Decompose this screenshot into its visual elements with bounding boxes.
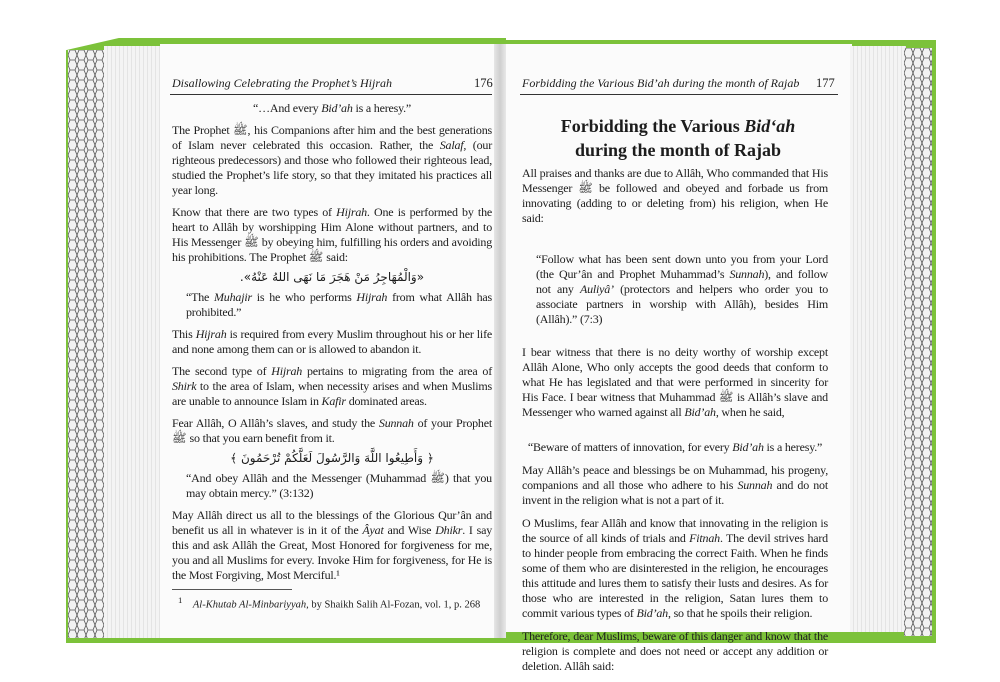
- text-run: , when he said,: [715, 405, 785, 419]
- chapter-title-line2: during the month of Rajab: [574, 140, 782, 160]
- text-run: “Beware of matters of innovation, for every: [527, 440, 733, 454]
- page-number-right: 177: [816, 76, 835, 90]
- text-run: The second type of: [172, 364, 272, 378]
- paragraph: [522, 516, 828, 621]
- arabic-text: [172, 269, 492, 286]
- text-run: of your Prophet ﷺ so that you earn benefit from it.: [172, 416, 492, 445]
- right-page-body: [522, 166, 828, 682]
- paragraph: [522, 166, 828, 226]
- paragraph: [172, 123, 492, 198]
- text-run: is a heresy.”: [763, 440, 823, 454]
- page-number-left: 176: [474, 76, 493, 90]
- chapter-title-line1: [520, 114, 836, 138]
- paragraph: [522, 463, 828, 508]
- footnote: [172, 594, 492, 612]
- text-run: is required from every Muslim throughout his or her life and none among them can or is allowed to abandon it.: [172, 327, 492, 356]
- block-quote: [172, 471, 492, 501]
- text-run: The Prophet ﷺ, his Companions after him and the best generations of Islam never celebrated this occasion. Rather, the: [172, 123, 492, 152]
- text-run: , so that he spoils their religion.: [667, 606, 813, 620]
- italic-term: Bid’ah: [321, 101, 353, 115]
- header-rule-right: [520, 94, 838, 95]
- italic-term: Hijrah: [356, 290, 388, 304]
- text-run: Fear Allâh, O Allâh’s slaves, and study the: [172, 416, 379, 430]
- text-run: is he who performs: [251, 290, 357, 304]
- text-run: «وَالْمُهَاجِرُ مَنْ هَجَرَ مَا نَهَى اللهُ عَنْهُ».: [239, 270, 425, 284]
- text-run: O Muslims, fear Allâh and know that innovating in the religion is the source of all kinds of trials and: [522, 516, 828, 545]
- running-header-left: Disallowing Celebrating the Prophet’s Hijrah: [172, 76, 393, 90]
- text-run: . One is performed by the heart to Allâh by worshipping Him Alone without partners, and to His Messenger ﷺ by obeying him, fulfilling his orders and avoiding his prohibitions. The Prophet ﷺ said:: [172, 205, 492, 264]
- paragraph: [172, 327, 492, 357]
- italic-term: Hijrah: [336, 205, 367, 219]
- text-run: This: [172, 327, 196, 341]
- footnote-text: [193, 600, 480, 611]
- paragraph: [172, 416, 492, 446]
- block-quote: [522, 440, 828, 455]
- text-run: Therefore, dear Muslims, beware of this danger and know that the religion is complete and does not need or accept any addition or deletion. Allâh said:: [522, 629, 828, 673]
- italic-term: Dhikr: [435, 523, 463, 537]
- italic-term: Bid’ah: [684, 405, 716, 419]
- text-run: and do not invent in the religion what is not a part of it.: [522, 478, 828, 507]
- paragraph: [172, 508, 492, 583]
- paragraph: [522, 629, 828, 674]
- text-run: “Follow what has been sent down unto you from your Lord (the Qur’ân and Prophet Muhammad’s: [536, 252, 828, 281]
- footnote-rule: [172, 589, 292, 590]
- text-run: to the area of Islam, when necessity arises and when Muslims are unable to announce Islam in: [172, 379, 492, 408]
- text-run: “And obey Allâh and the Messenger (Muhammad ﷺ) that you may obtain mercy.” (3:132): [186, 471, 492, 500]
- italic-term: Bid’ah: [732, 440, 764, 454]
- block-quote: [522, 252, 828, 327]
- italic-term: Fitnah: [689, 531, 720, 545]
- italic-term: Bid‘ah: [744, 116, 796, 136]
- text-run: All praises and thanks are due to Allâh, Who commanded that His Messenger ﷺ be followed and obeyed and forbade us from innovating (adding to or deleting from) his religion, when He said:: [522, 166, 828, 225]
- spine-gutter: [494, 44, 506, 638]
- italic-term: Al-Khutab Al-Minbariyyah,: [192, 599, 309, 611]
- text-run: pertains to migrating from the area of: [302, 364, 492, 378]
- italic-term: Bid’ah: [636, 606, 668, 620]
- italic-term: Auliyâ’: [579, 282, 614, 296]
- block-quote: [172, 290, 492, 320]
- text-run: I bear witness that there is no deity worthy of worship except Allâh Alone, Who only accepts the good deeds that conform to what He has legislated and that were performed in sincerity for His Face. I bear witness that Muhammad ﷺ is Allâh’s slave and Messenger who warned against all: [522, 345, 828, 419]
- running-header-right: Forbidding the Various Bid’ah during the month of Rajab: [522, 76, 800, 90]
- header-rule-left: [170, 94, 492, 95]
- text-run: is a heresy.”: [352, 101, 412, 115]
- text-run: Forbidding the Various: [560, 116, 745, 136]
- text-run: dominated areas.: [345, 394, 427, 408]
- italic-term: Shirk: [172, 379, 197, 393]
- italic-term: Sunnah: [737, 478, 773, 492]
- left-page-content: [172, 101, 492, 612]
- text-run: “The: [186, 290, 215, 304]
- left-page-body: [172, 101, 492, 583]
- text-run: by Shaikh Salih Al-Fozan, vol. 1, p. 268: [308, 599, 481, 611]
- text-run: (our righteous predecessors) and those who followed their righteous lead, studied the Prophet’s life story, so that they imitated his practices all year long.: [172, 138, 492, 197]
- text-run: Know that there are two types of: [172, 205, 337, 219]
- italic-term: Hijrah: [271, 364, 303, 378]
- page-edge-pattern-left: [68, 50, 104, 638]
- italic-term: Kafir: [321, 394, 346, 408]
- text-run: May Allâh direct us all to the blessings of the Glorious Qur’ân and benefit us all in whatever is in it of the: [172, 508, 492, 537]
- text-run: ), and follow not any: [536, 267, 828, 296]
- page-stack-left: [104, 46, 162, 638]
- italic-term: Muhajir: [214, 290, 252, 304]
- italic-term: Salaf,: [439, 138, 467, 152]
- italic-term: Sunnah: [378, 416, 414, 430]
- chapter-title: [520, 114, 836, 162]
- block-quote: [172, 101, 492, 116]
- text-run: May Allâh’s peace and blessings be on Muhammad, his progeny, companions and all those who adhere to his: [522, 463, 828, 492]
- text-run: and Wise: [383, 523, 436, 537]
- text-run: from what Allâh has prohibited.”: [186, 290, 492, 319]
- paragraph: [172, 205, 492, 265]
- text-run: “…And every: [252, 101, 322, 115]
- italic-term: Sunnah: [729, 267, 765, 281]
- italic-term: Hijrah: [195, 327, 227, 341]
- italic-term: Âyat: [362, 523, 384, 537]
- text-run: ﴿ وَأَطِيعُوا اللَّهَ وَالرَّسُولَ لَعَلَّكُمْ تُرْحَمُونَ ﴾: [230, 451, 434, 465]
- paragraph: [172, 364, 492, 409]
- page-stack-right: [850, 46, 906, 632]
- text-run: . I say this and ask Allâh the Great, Most Honored for forgiveness for me, you and all Muslims for every. Invoke Him for forgiveness, for He is the Most Forgiving, Most Merciful.¹: [172, 523, 493, 582]
- footnote-marker: 1: [178, 595, 183, 605]
- text-run: . The devil strives hard to hinder people from embracing the correct Faith. When he finds some of them who are disinterested in the religion, he encourages this attitude and lures them to satisfy their lusts and desires. As for those who are interested in the religion, Satan lures them to commit various types of: [522, 531, 828, 620]
- arabic-text: [172, 450, 492, 467]
- text-run: (protectors and helpers who order you to associate partners in worship with Allâh), besides Him (Allâh).” (7:3): [536, 282, 828, 326]
- page-edge-pattern-right: [904, 48, 932, 636]
- paragraph: [522, 345, 828, 420]
